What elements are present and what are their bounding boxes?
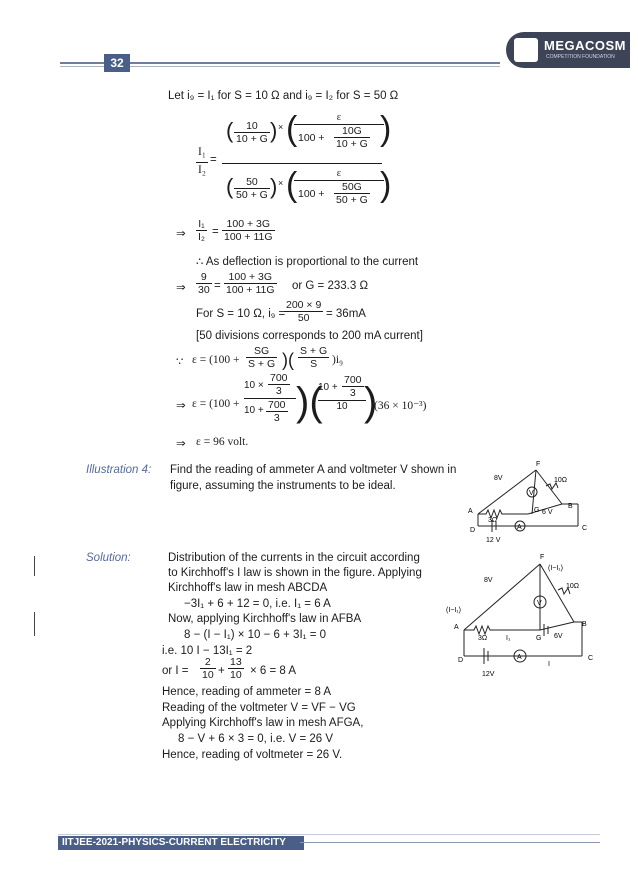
node-d: D [470,527,476,534]
node-b: B [582,621,587,628]
sol-l8-end: × 6 = 8 A [250,665,297,677]
emf-12v: 12V [482,671,495,678]
den-100-plus: 100 + [298,132,325,144]
illustration-text-2: figure, assuming the instruments to be ideal. [170,480,396,492]
paren-big-close-2: ) [380,166,392,204]
frac-13-10: $\frac{13}{10}$ [230,656,242,681]
because-sign: ∵ [176,356,184,368]
current-i: I [548,661,550,668]
node-c: C [588,655,594,662]
frac-sg-s: $\frac{S + G}{S}$ [300,345,328,370]
sol-l5: Now, applying Kirchhoff's law in AFBA [168,613,362,625]
ratio-i2: I₂ [198,164,206,176]
frac-i1-i2: $\frac{\text{I₁}}{\text{I₂}}$ [198,218,205,243]
frac-9-30: $\frac{9}{30}$ [198,271,210,296]
res-10: 10Ω [554,477,568,484]
emf-8v: 8V [494,475,503,482]
voltmeter-label: V [529,490,534,497]
times-sign-2: × [278,178,284,188]
sol-l3: Kirchhoff's law in mesh ABCDA [168,582,328,594]
eps-over-term-2: ε 100 + $\frac{50G}{50 + G}$ [294,168,384,211]
ratio-expression [186,108,392,220]
margin-mark-2 [34,612,35,636]
eps-sub-start: ε = (100 + [192,398,240,410]
node-g: G [534,507,540,514]
brand-name: MEGACOSM [544,38,626,53]
res-3: 3Ω [488,517,498,524]
resistor-3ohm [478,510,528,518]
eps-general-start: ε = (100 + [192,354,240,366]
emf-6v: 6 V [542,509,553,516]
paren-mid: )( [282,350,294,370]
ig-result: = 36mA [326,308,366,320]
emf-8v: 8V [484,577,493,584]
current-i-i1-left: (I−I₁) [446,607,462,614]
frac-10-over-10G: $\frac{10}{10 + G}$ [236,120,268,145]
eps-general-end: )i₉ [332,354,344,366]
frac-3g-11g-2: $\frac{100 + 3G}{100 + 11G}$ [226,271,275,296]
paren-close: ) [270,118,278,143]
eps-result: ε = 96 volt. [196,436,249,448]
illustration-text-1: Find the reading of ammeter A and voltmeter V shown in [170,464,457,476]
main-fraction-bar [222,163,382,164]
sol-l2: to Kirchhoff's I law is shown in the figure. Applying [168,567,422,579]
sol-l7: i.e. 10 I − 13I₁ = 2 [162,645,253,657]
den-100-plus-2: 100 + [298,188,325,200]
eps-sub-end: (36 × 10⁻³) [374,400,427,412]
emf-12v: 12 V [486,537,501,544]
sol-l8-start: or I = [162,665,189,677]
illustration-label: Illustration 4: [86,464,152,476]
node-a: A [468,508,473,515]
sol-l1: Distribution of the currents in the circuit according [168,552,420,564]
sol-l12: 8 − V + 6 × 3 = 0, i.e. V = 26 V [178,733,334,745]
equals-sign: = [210,154,217,166]
node-c: C [582,525,588,532]
brand-mark-icon [514,38,538,62]
paren-close-big: )( [296,380,323,424]
ammeter-label: A [517,524,522,531]
paren-big-open: ( [286,110,298,148]
current-i-i1-top: (I−I₁) [548,565,564,572]
node-a: A [454,624,459,631]
line-let: Let i₉ = I₁ for S = 10 Ω and i₉ = I₂ for S = 50 Ω [168,90,399,102]
brand-tagline: COMPETITION FOUNDATION [546,54,615,60]
sol-l6: 8 − (I − I₁) × 10 − 6 + 3I₁ = 0 [184,629,327,641]
frac-sg: $\frac{SG}{S + G}$ [248,345,276,370]
implies-2: ⇒ [176,282,186,294]
times-sign: × [278,122,284,132]
paren-big-open-2: ( [286,166,298,204]
paren-big-close: ) [380,110,392,148]
sol-l9: Hence, reading of ammeter = 8 A [162,686,332,698]
page-number: 32 [104,54,130,72]
ig-line-start: For S = 10 Ω, i₉ = [196,308,286,320]
sol-l13: Hence, reading of voltmeter = 26 V. [162,749,343,761]
circuit-diagram-1 [458,456,608,550]
footer-title: IITJEE-2021-PHYSICS-CURRENT ELECTRICITY [58,836,304,850]
emf-6v: 6V [554,633,563,640]
g-result: or G = 233.3 Ω [292,280,369,292]
res-3: 3Ω [478,635,488,642]
paren-open: ( [226,118,234,143]
frac-2-10: $\frac{2}{10}$ [202,656,214,681]
node-b: B [568,503,573,510]
equals-3: = [214,280,221,292]
sol-l10: Reading of the voltmeter V = VF − VG [162,702,356,714]
paren-open-2: ( [226,174,234,199]
eps-sub-frac-2: 10 + $\frac{700}{3}$ 10 [318,374,366,426]
node-f: F [536,461,541,468]
node-g: G [536,635,542,642]
therefore-line: ∴ As deflection is proportional to the current [196,256,419,268]
frac-200x9: $\frac{200 \times 9}{50}$ [286,299,322,324]
bracket-note: [50 divisions corresponds to 200 mA current] [196,330,423,342]
footer-rule-top [58,834,600,835]
sol-l4: −3I₁ + 6 + 12 = 0, i.e. I₁ = 6 A [184,598,331,610]
footer-rule [300,842,600,843]
eps-over-term: ε 100 + $\frac{10G}{10 + G}$ [294,112,384,155]
node-f: F [540,554,545,561]
sol-l11: Applying Kirchhoff's law in mesh AFGA, [162,717,364,729]
res-10: 10Ω [566,583,580,590]
wire-fb [540,564,574,622]
current-i1: I₁ [506,635,511,642]
sol-l8-plus: + [218,665,225,677]
node-d: D [458,657,464,664]
frac-50G: $\frac{50G}{50 + G}$ [336,181,368,206]
frac-3g-11g: $\frac{100 + 3G}{100 + 11G}$ [224,218,273,243]
frac-10G: $\frac{10G}{10 + G}$ [336,125,368,150]
ratio-i1: I₁ [198,146,206,158]
implies-1: ⇒ [176,228,186,240]
margin-mark-1 [34,556,35,576]
paren-close-big-2: ) [364,380,378,424]
paren-close-2: ) [270,174,278,199]
eps-sub-frac: 10 × $\frac{700}{3}$ 10 + $\frac{700}{3}$ [244,372,296,428]
voltmeter-label: V [537,600,542,607]
ammeter-label: A [517,654,522,661]
ratio-bar-small [196,162,208,163]
equals-2: = [212,226,219,238]
solution-label: Solution: [86,552,131,564]
brand-logo [506,32,630,68]
wire-af [464,564,540,630]
frac-50-over-50G: $\frac{50}{50 + G}$ [236,176,268,201]
implies-3: ⇒ [176,400,186,412]
implies-4: ⇒ [176,438,186,450]
circuit-diagram-2 [444,550,604,684]
